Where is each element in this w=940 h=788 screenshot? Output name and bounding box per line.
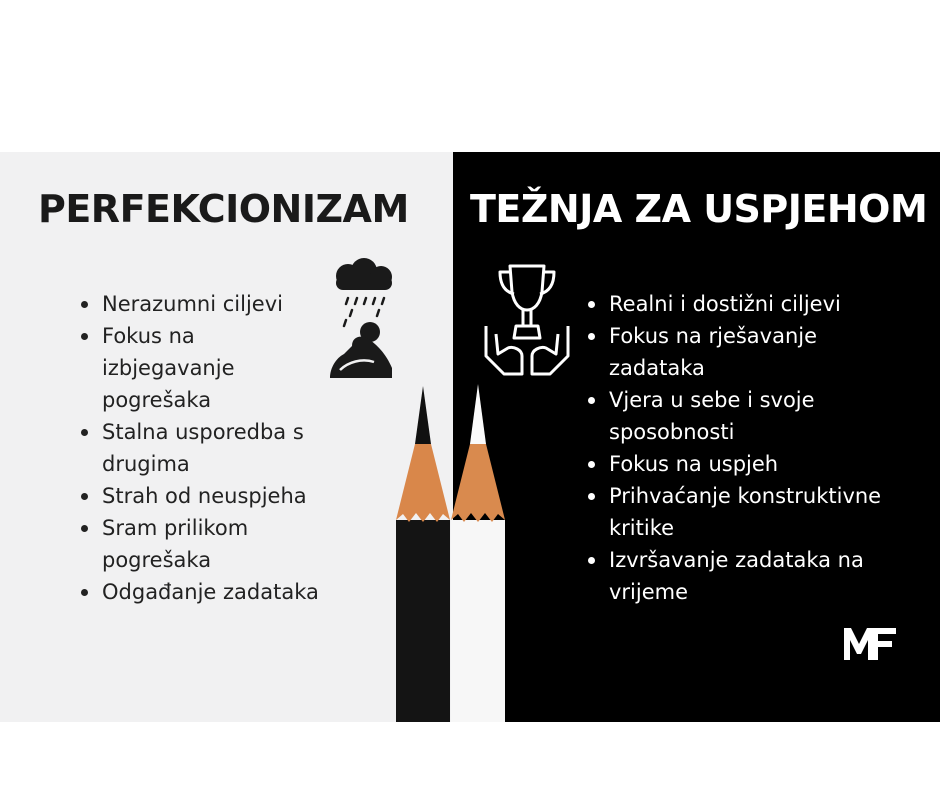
black-pencil [393, 382, 453, 722]
left-title: PERFEKCIONIZAM [38, 187, 409, 231]
black-pencil-wood [396, 444, 450, 522]
list-item: Stalna usporedba s drugima [78, 416, 328, 480]
white-pencil-wood [451, 444, 505, 522]
list-item: Vjera u sebe i svoje sposobnosti [585, 384, 885, 448]
white-pencil-tip [470, 384, 486, 444]
list-item: Realni i dostižni ciljevi [585, 288, 885, 320]
black-pencil-body [396, 520, 450, 722]
perfectionism-list [78, 288, 328, 608]
right-title: TEŽNJA ZA USPJEHOM [470, 187, 928, 231]
white-pencil [448, 382, 508, 722]
list-item: Odgađanje zadataka [78, 576, 328, 608]
black-pencil-tip [415, 386, 431, 444]
list-item: Strah od neuspjeha [78, 480, 328, 512]
trophy-in-hands-icon [482, 262, 572, 380]
list-item: Sram prilikom pogrešaka [78, 512, 328, 576]
mf-logo [842, 626, 898, 662]
striving-for-success-list [585, 288, 885, 608]
list-item: Nerazumni ciljevi [78, 288, 328, 320]
list-item: Fokus na izbjegavanje pogrešaka [78, 320, 328, 416]
list-item: Fokus na uspjeh [585, 448, 885, 480]
list-item: Izvršavanje zadataka na vrijeme [585, 544, 885, 608]
list-item: Fokus na rješavanje zadataka [585, 320, 885, 384]
white-pencil-body [451, 520, 505, 722]
list-item: Prihvaćanje konstruktivne kritike [585, 480, 885, 544]
sad-person-rain-cloud-icon [326, 258, 402, 382]
